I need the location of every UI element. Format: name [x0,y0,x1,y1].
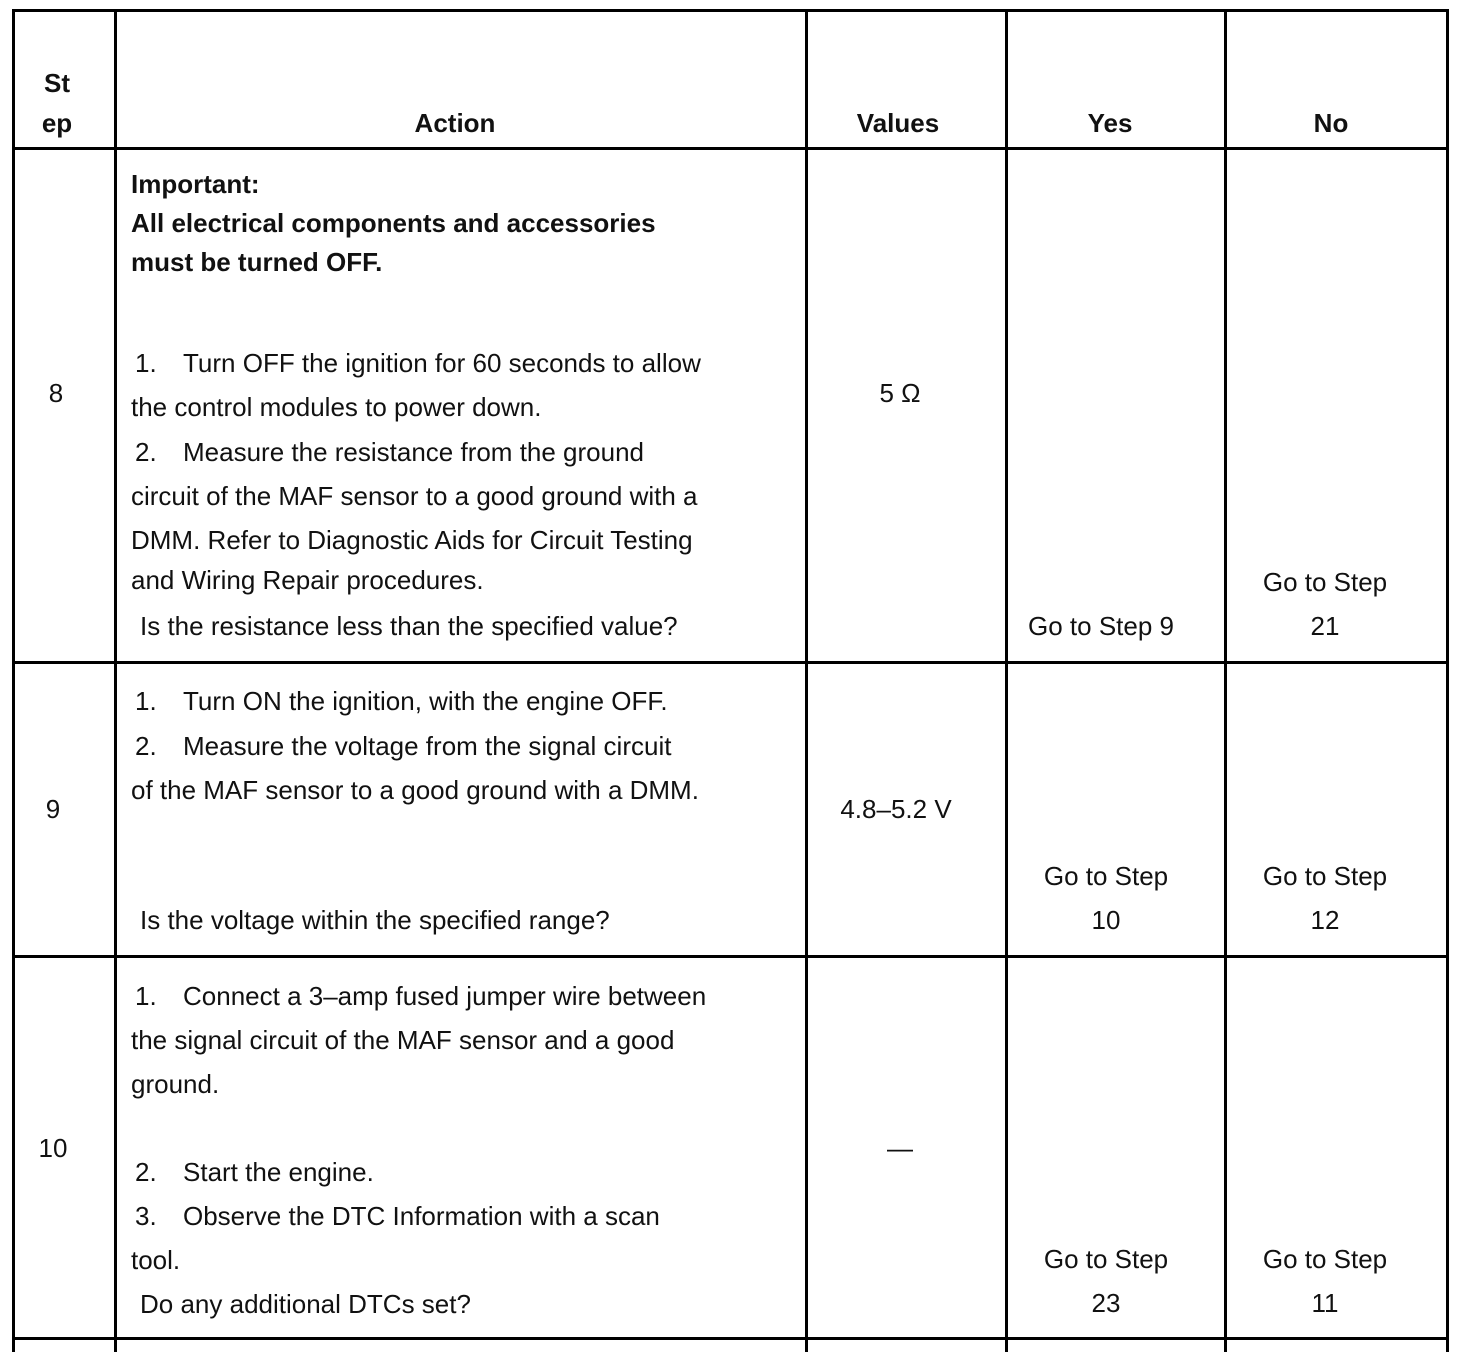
column-divider [1446,9,1449,1352]
no-link-line: Go to Step [1262,567,1388,597]
action-item-continued: of the MAF sensor to a good ground with a DMM. [131,775,699,805]
item-number: 2. [135,1157,157,1187]
item-text: Turn OFF the ignition for 60 seconds to allow [183,348,701,378]
column-divider [12,9,15,1352]
item-text: Observe the DTC Information with a scan [183,1201,660,1231]
header-yes: Yes [1087,108,1133,138]
yes-link [1044,1244,1168,1318]
item-number: 3. [135,1201,157,1231]
yes-link-line: Go to Step [1043,1244,1169,1274]
header-divider [12,147,1449,150]
yes-link-line: 23 [1091,1288,1121,1318]
yes-link-line: 10 [1091,905,1121,935]
header-step-line: St [44,68,70,98]
item-number: 2. [135,731,157,761]
action-item-continued: the control modules to power down. [131,392,542,422]
header-step-line: ep [41,108,73,138]
yes-link [1044,861,1168,935]
action-item [135,686,668,716]
action-item-continued: circuit of the MAF sensor to a good ground with a [131,481,698,511]
no-link [1263,861,1387,935]
yes-link-line: Go to Step [1043,861,1169,891]
action-item-continued: ground. [131,1069,220,1099]
row-divider [12,661,1449,664]
important-label: Important: [131,169,260,199]
table-border-top [12,9,1449,12]
value: 5 Ω [879,378,921,408]
row-divider [12,955,1449,958]
item-number: 1. [135,981,157,1011]
header-values: Values [856,108,940,138]
column-divider [805,9,808,1352]
no-link-line: Go to Step [1262,1244,1388,1274]
header-step [42,68,72,138]
item-number: 1. [135,686,157,716]
item-text: Connect a 3–amp fused jumper wire between [183,981,707,1011]
action-item-continued: the signal circuit of the MAF sensor and a good [131,1025,675,1055]
table-border-bottom [12,1337,1449,1340]
no-link-line: 12 [1310,905,1340,935]
header-action: Action [414,108,496,138]
no-link-line: 21 [1310,611,1340,641]
action-item-continued: DMM. Refer to Diagnostic Aids for Circuit Testing [131,525,693,555]
no-link-line: 11 [1311,1288,1339,1318]
item-text: Start the engine. [183,1157,374,1187]
action-item [135,981,706,1011]
step-number: 10 [38,1133,68,1163]
item-number: 2. [135,437,157,467]
no-link [1263,567,1387,641]
item-number: 1. [135,348,157,378]
step-number: 9 [45,794,61,824]
action-item [135,437,644,467]
important-text: All electrical components and accessories [131,208,656,238]
item-text: Measure the voltage from the signal circuit [183,731,672,761]
column-divider [1005,9,1008,1352]
action-item [135,1201,660,1231]
item-text: Measure the resistance from the ground [183,437,645,467]
important-text: must be turned OFF. [131,247,383,277]
question: Is the resistance less than the specified value? [140,611,678,641]
value: — [887,1133,913,1163]
action-item [135,348,701,378]
column-divider [114,9,117,1352]
column-divider [1224,9,1227,1352]
no-link-line: Go to Step [1262,861,1388,891]
header-no: No [1313,108,1349,138]
action-item [135,731,671,761]
no-link [1263,1244,1387,1318]
action-item [135,1157,374,1187]
value: 4.8–5.2 V [840,794,952,824]
question: Is the voltage within the specified range? [140,905,610,935]
action-item-continued: tool. [131,1245,181,1275]
item-text: Turn ON the ignition, with the engine OFF. [183,686,668,716]
action-item-continued: and Wiring Repair procedures. [131,565,484,595]
yes-link: Go to Step 9 [1028,611,1174,641]
question: Do any additional DTCs set? [140,1289,471,1319]
step-number: 8 [48,378,64,408]
